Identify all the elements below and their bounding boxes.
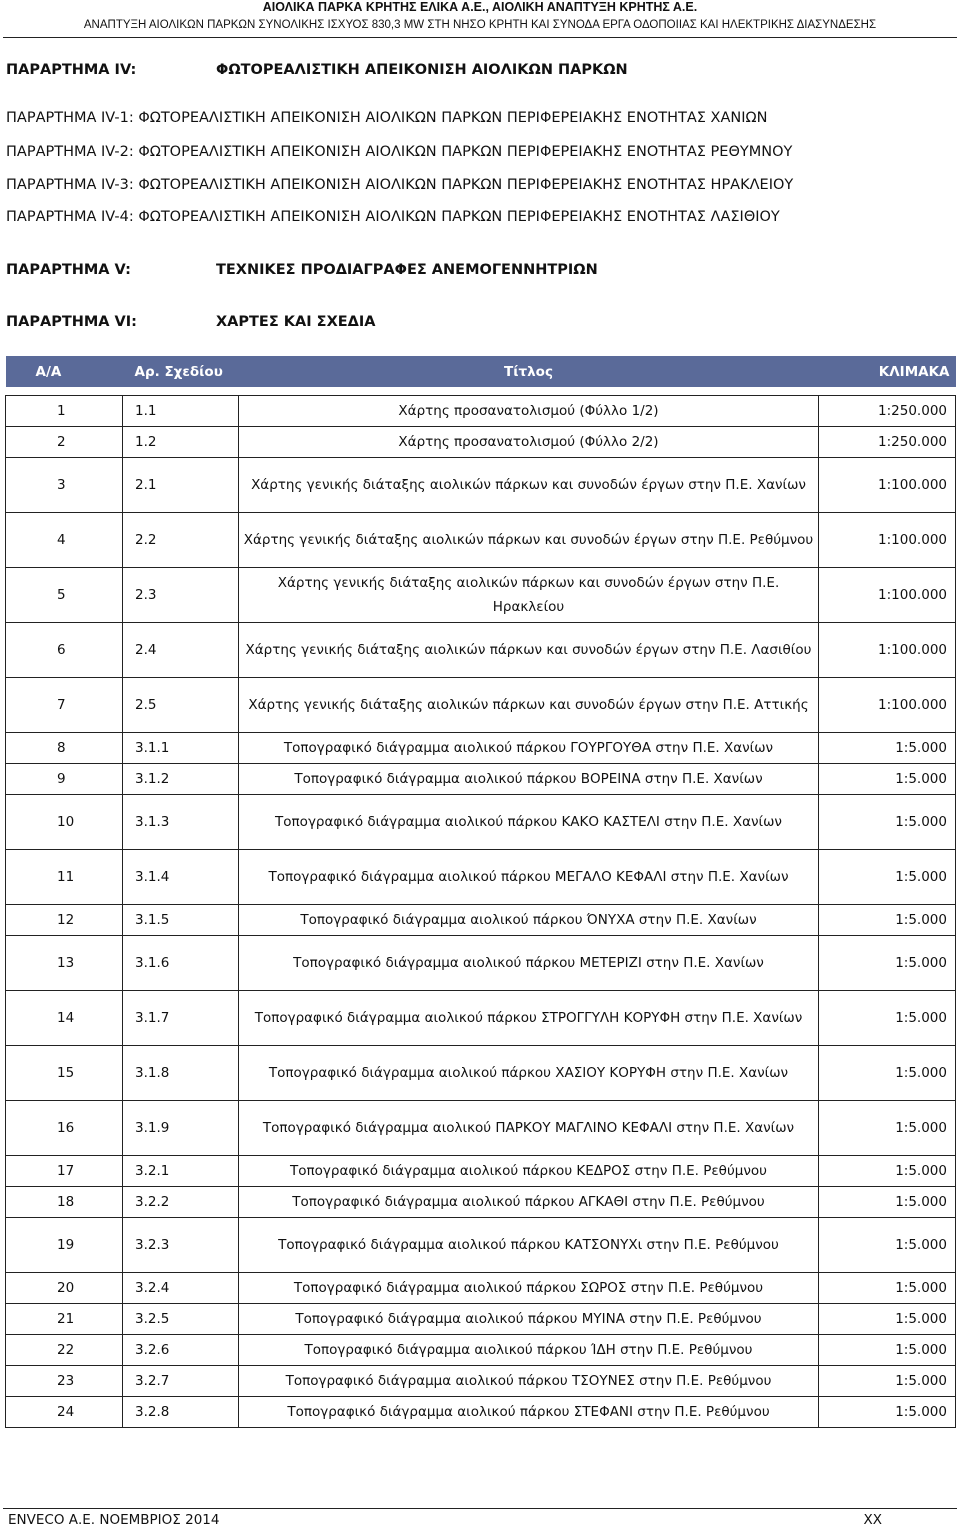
drawing-scale: 1:5.000 xyxy=(819,764,956,795)
header-line-2: ΑΝΑΠΤΥΞΗ ΑΙΟΛΙΚΩΝ ΠΑΡΚΩΝ ΣΥΝΟΛΙΚΗΣ ΙΣΧΥΟΣ 830,3 MW ΣΤΗ ΝΗΣΟ ΚΡΗΤΗ ΚΑΙ ΣΥΝΟΔΑ ΕΡΓΑ ΟΔΟΠΟΙΙΑΣ ΚΑΙ ΗΛΕΚΤΡΙΚΗΣ ΔΙΑΣΥΝΔΕΣΗΣ xyxy=(83,19,877,31)
drawing-number: 1.1 xyxy=(123,396,239,427)
row-number: 16 xyxy=(6,1101,123,1156)
table-row xyxy=(6,764,956,795)
table-row xyxy=(6,1335,956,1366)
drawing-title: Τοπογραφικό διάγραμμα αιολικού ΠΑΡΚΟΥ ΜΑΓΛΙΝΟ ΚΕΦΑΛΙ στην Π.Ε. Χανίων xyxy=(239,1101,819,1156)
drawing-title: Χάρτης προσανατολισμού (Φύλλο 2/2) xyxy=(239,427,819,458)
drawing-title: Τοπογραφικό διάγραμμα αιολικού πάρκου ΤΣΟΥΝΕΣ στην Π.Ε. Ρεθύμνου xyxy=(239,1366,819,1397)
drawing-scale: 1:5.000 xyxy=(819,1366,956,1397)
row-number: 5 xyxy=(6,568,123,623)
drawing-number: 3.1.9 xyxy=(123,1101,239,1156)
drawing-title: Τοπογραφικό διάγραμμα αιολικού πάρκου ΣΤΡΟΓΓΥΛΗ ΚΟΡΥΦΗ στην Π.Ε. Χανίων xyxy=(239,991,819,1046)
drawing-number: 3.2.1 xyxy=(123,1156,239,1187)
drawing-title: Τοπογραφικό διάγραμμα αιολικού πάρκου ΜΕΓΑΛΟ ΚΕΦΑΛΙ στην Π.Ε. Χανίων xyxy=(239,850,819,905)
drawing-scale: 1:100.000 xyxy=(819,513,956,568)
drawing-title: Τοπογραφικό διάγραμμα αιολικού πάρκου ΣΩΡΟΣ στην Π.Ε. Ρεθύμνου xyxy=(239,1273,819,1304)
drawing-number: 2.4 xyxy=(123,623,239,678)
drawing-title: Χάρτης προσανατολισμού (Φύλλο 1/2) xyxy=(239,396,819,427)
table-row xyxy=(6,733,956,764)
header-line-1: ΑΙΟΛΙΚΑ ΠΑΡΚΑ ΚΡΗΤΗΣ ΕΛΙΚΑ Α.Ε., ΑΙΟΛΙΚΗ ΑΝΑΠΤΥΞΗ ΚΡΗΤΗΣ Α.Ε. xyxy=(262,0,698,14)
row-number: 24 xyxy=(6,1397,123,1428)
drawing-title: Χάρτης γενικής διάταξης αιολικών πάρκων και συνοδών έργων στην Π.Ε. Λασιθίου xyxy=(239,623,819,678)
row-number: 23 xyxy=(6,1366,123,1397)
drawing-title: Τοπογραφικό διάγραμμα αιολικού πάρκου ΣΤΕΦΑΝΙ στην Π.Ε. Ρεθύμνου xyxy=(239,1397,819,1428)
row-number: 1 xyxy=(6,396,123,427)
drawing-title: Τοπογραφικό διάγραμμα αιολικού πάρκου ΌΝΥΧΑ στην Π.Ε. Χανίων xyxy=(239,905,819,936)
drawing-title: Χάρτης γενικής διάταξης αιολικών πάρκων και συνοδών έργων στην Π.Ε. Ηρακλείου xyxy=(239,568,819,623)
table-row xyxy=(6,905,956,936)
table-row xyxy=(6,850,956,905)
table-row xyxy=(6,1101,956,1156)
row-number: 7 xyxy=(6,678,123,733)
drawing-scale: 1:5.000 xyxy=(819,1335,956,1366)
drawing-scale: 1:5.000 xyxy=(819,795,956,850)
table-row xyxy=(6,458,956,513)
drawing-scale: 1:100.000 xyxy=(819,623,956,678)
drawing-scale: 1:5.000 xyxy=(819,850,956,905)
drawing-scale: 1:5.000 xyxy=(819,936,956,991)
annex-4-title: ΦΩΤΟΡΕΑΛΙΣΤΙΚΗ ΑΠΕΙΚΟΝΙΣΗ ΑΙΟΛΙΚΩΝ ΠΑΡΚΩΝ xyxy=(216,62,628,78)
drawing-scale: 1:5.000 xyxy=(819,1156,956,1187)
drawing-number: 3.2.5 xyxy=(123,1304,239,1335)
drawing-number: 2.1 xyxy=(123,458,239,513)
table-body xyxy=(6,387,956,1428)
row-number: 13 xyxy=(6,936,123,991)
drawing-title: Τοπογραφικό διάγραμμα αιολικού πάρκου ΒΟΡΕΙΝΑ στην Π.Ε. Χανίων xyxy=(239,764,819,795)
annex-5-label: ΠΑΡΑΡΤΗΜΑ V: xyxy=(6,262,131,278)
annex-4-label: ΠΑΡΑΡΤΗΜΑ IV: xyxy=(6,62,137,78)
drawing-number: 3.2.8 xyxy=(123,1397,239,1428)
drawing-title: Τοπογραφικό διάγραμμα αιολικού πάρκου ΚΑΚΟ ΚΑΣΤΕΛΙ στην Π.Ε. Χανίων xyxy=(239,795,819,850)
table-row xyxy=(6,678,956,733)
footer-left: ENVECO Α.Ε. ΝΟΕΜΒΡΙΟΣ 2014 xyxy=(8,1512,220,1528)
drawing-scale: 1:5.000 xyxy=(819,1273,956,1304)
row-number: 11 xyxy=(6,850,123,905)
sub-annex-4-1: ΠΑΡΑΡΤΗΜΑ IV-1: ΦΩΤΟΡΕΑΛΙΣΤΙΚΗ ΑΠΕΙΚΟΝΙΣΗ ΑΙΟΛΙΚΩΝ ΠΑΡΚΩΝ ΠΕΡΙΦΕΡΕΙΑΚΗΣ ΕΝΟΤΗΤΑΣ ΧΑΝΙΩΝ xyxy=(6,110,768,126)
drawing-scale: 1:100.000 xyxy=(819,458,956,513)
sub-annex-4-3: ΠΑΡΑΡΤΗΜΑ IV-3: ΦΩΤΟΡΕΑΛΙΣΤΙΚΗ ΑΠΕΙΚΟΝΙΣΗ ΑΙΟΛΙΚΩΝ ΠΑΡΚΩΝ ΠΕΡΙΦΕΡΕΙΑΚΗΣ ΕΝΟΤΗΤΑΣ ΗΡΑΚΛΕΙΟΥ xyxy=(6,177,794,193)
row-number: 3 xyxy=(6,458,123,513)
drawing-scale: 1:100.000 xyxy=(819,568,956,623)
drawing-scale: 1:5.000 xyxy=(819,1187,956,1218)
drawing-scale: 1:5.000 xyxy=(819,1046,956,1101)
drawing-number: 3.1.5 xyxy=(123,905,239,936)
row-number: 12 xyxy=(6,905,123,936)
drawing-title: Τοπογραφικό διάγραμμα αιολικού πάρκου ΧΑΣΙΟΥ ΚΟΡΥΦΗ στην Π.Ε. Χανίων xyxy=(239,1046,819,1101)
drawing-number: 3.2.3 xyxy=(123,1218,239,1273)
table-row xyxy=(6,513,956,568)
drawing-scale: 1:100.000 xyxy=(819,678,956,733)
drawing-number: 3.1.2 xyxy=(123,764,239,795)
footer-page: XX xyxy=(863,1512,882,1528)
drawing-number: 3.2.2 xyxy=(123,1187,239,1218)
drawing-title: Τοπογραφικό διάγραμμα αιολικού πάρκου ΊΔΗ στην Π.Ε. Ρεθύμνου xyxy=(239,1335,819,1366)
drawing-title: Χάρτης γενικής διάταξης αιολικών πάρκων και συνοδών έργων στην Π.Ε. Ρεθύμνου xyxy=(239,513,819,568)
row-number: 21 xyxy=(6,1304,123,1335)
drawing-scale: 1:5.000 xyxy=(819,733,956,764)
row-number: 9 xyxy=(6,764,123,795)
drawing-title: Τοπογραφικό διάγραμμα αιολικού πάρκου ΚΕΔΡΟΣ στην Π.Ε. Ρεθύμνου xyxy=(239,1156,819,1187)
drawing-number: 1.2 xyxy=(123,427,239,458)
table-row xyxy=(6,1304,956,1335)
drawing-number: 2.2 xyxy=(123,513,239,568)
header-rule xyxy=(3,37,957,38)
row-number: 15 xyxy=(6,1046,123,1101)
table-row xyxy=(6,623,956,678)
footer-rule xyxy=(3,1508,957,1509)
table-row xyxy=(6,1218,956,1273)
header-scale: ΚΛΙΜΑΚΑ xyxy=(819,356,956,387)
drawing-title: Χάρτης γενικής διάταξης αιολικών πάρκων και συνοδών έργων στην Π.Ε. Χανίων xyxy=(239,458,819,513)
header-aa: Α/Α xyxy=(6,356,123,387)
drawing-scale: 1:5.000 xyxy=(819,1101,956,1156)
row-number: 6 xyxy=(6,623,123,678)
annex-6-label: ΠΑΡΑΡΤΗΜΑ VI: xyxy=(6,314,137,330)
drawing-scale: 1:5.000 xyxy=(819,1397,956,1428)
drawing-number: 3.1.1 xyxy=(123,733,239,764)
drawing-number: 3.1.3 xyxy=(123,795,239,850)
drawing-scale: 1:250.000 xyxy=(819,427,956,458)
drawing-number: 3.2.7 xyxy=(123,1366,239,1397)
drawing-title: Τοπογραφικό διάγραμμα αιολικού πάρκου ΜΕΤΕΡΙΖΙ στην Π.Ε. Χανίων xyxy=(239,936,819,991)
drawing-number: 3.2.6 xyxy=(123,1335,239,1366)
table-row xyxy=(6,936,956,991)
table-row xyxy=(6,1397,956,1428)
table-row xyxy=(6,1366,956,1397)
drawing-title: Χάρτης γενικής διάταξης αιολικών πάρκων και συνοδών έργων στην Π.Ε. Αττικής xyxy=(239,678,819,733)
drawing-scale: 1:250.000 xyxy=(819,396,956,427)
drawing-number: 3.1.8 xyxy=(123,1046,239,1101)
row-number: 8 xyxy=(6,733,123,764)
annex-6-title: ΧΑΡΤΕΣ ΚΑΙ ΣΧΕΔΙΑ xyxy=(216,314,376,330)
annex-5-title: ΤΕΧΝΙΚΕΣ ΠΡΟΔΙΑΓΡΑΦΕΣ ΑΝΕΜΟΓΕΝΝΗΤΡΙΩΝ xyxy=(216,262,598,278)
sub-annex-4-4: ΠΑΡΑΡΤΗΜΑ IV-4: ΦΩΤΟΡΕΑΛΙΣΤΙΚΗ ΑΠΕΙΚΟΝΙΣΗ ΑΙΟΛΙΚΩΝ ΠΑΡΚΩΝ ΠΕΡΙΦΕΡΕΙΑΚΗΣ ΕΝΟΤΗΤΑΣ ΛΑΣΙΘΙΟΥ xyxy=(6,209,780,225)
drawing-number: 3.1.6 xyxy=(123,936,239,991)
drawing-number: 3.1.7 xyxy=(123,991,239,1046)
sub-annex-4-2: ΠΑΡΑΡΤΗΜΑ IV-2: ΦΩΤΟΡΕΑΛΙΣΤΙΚΗ ΑΠΕΙΚΟΝΙΣΗ ΑΙΟΛΙΚΩΝ ΠΑΡΚΩΝ ΠΕΡΙΦΕΡΕΙΑΚΗΣ ΕΝΟΤΗΤΑΣ ΡΕΘΥΜΝΟΥ xyxy=(6,144,793,160)
table-row xyxy=(6,1046,956,1101)
row-number: 4 xyxy=(6,513,123,568)
header-title: Τίτλος xyxy=(239,356,819,387)
drawing-number: 3.2.4 xyxy=(123,1273,239,1304)
table-row xyxy=(6,991,956,1046)
row-number: 18 xyxy=(6,1187,123,1218)
table-row xyxy=(6,427,956,458)
table-row xyxy=(6,1187,956,1218)
drawing-title: Τοπογραφικό διάγραμμα αιολικού πάρκου ΑΓΚΑΘΙ στην Π.Ε. Ρεθύμνου xyxy=(239,1187,819,1218)
drawing-title: Τοπογραφικό διάγραμμα αιολικού πάρκου ΜΥΙΝΑ στην Π.Ε. Ρεθύμνου xyxy=(239,1304,819,1335)
header-drawing-no: Αρ. Σχεδίου xyxy=(123,356,239,387)
table-row xyxy=(6,568,956,623)
drawings-table xyxy=(5,356,956,1428)
row-number: 10 xyxy=(6,795,123,850)
table-row xyxy=(6,1156,956,1187)
footer xyxy=(8,1512,882,1528)
drawing-number: 3.1.4 xyxy=(123,850,239,905)
table-row xyxy=(6,1273,956,1304)
row-number: 22 xyxy=(6,1335,123,1366)
row-number: 20 xyxy=(6,1273,123,1304)
row-number: 2 xyxy=(6,427,123,458)
drawing-title: Τοπογραφικό διάγραμμα αιολικού πάρκου ΓΟΥΡΓΟΥΘΑ στην Π.Ε. Χανίων xyxy=(239,733,819,764)
drawing-scale: 1:5.000 xyxy=(819,1218,956,1273)
row-number: 19 xyxy=(6,1218,123,1273)
drawing-scale: 1:5.000 xyxy=(819,991,956,1046)
table-row xyxy=(6,396,956,427)
drawing-title: Τοπογραφικό διάγραμμα αιολικού πάρκου ΚΑΤΣΟΝΥΧι στην Π.Ε. Ρεθύμνου xyxy=(239,1218,819,1273)
table-row xyxy=(6,795,956,850)
drawing-scale: 1:5.000 xyxy=(819,905,956,936)
drawing-scale: 1:5.000 xyxy=(819,1304,956,1335)
drawing-number: 2.5 xyxy=(123,678,239,733)
drawing-number: 2.3 xyxy=(123,568,239,623)
row-number: 14 xyxy=(6,991,123,1046)
row-number: 17 xyxy=(6,1156,123,1187)
